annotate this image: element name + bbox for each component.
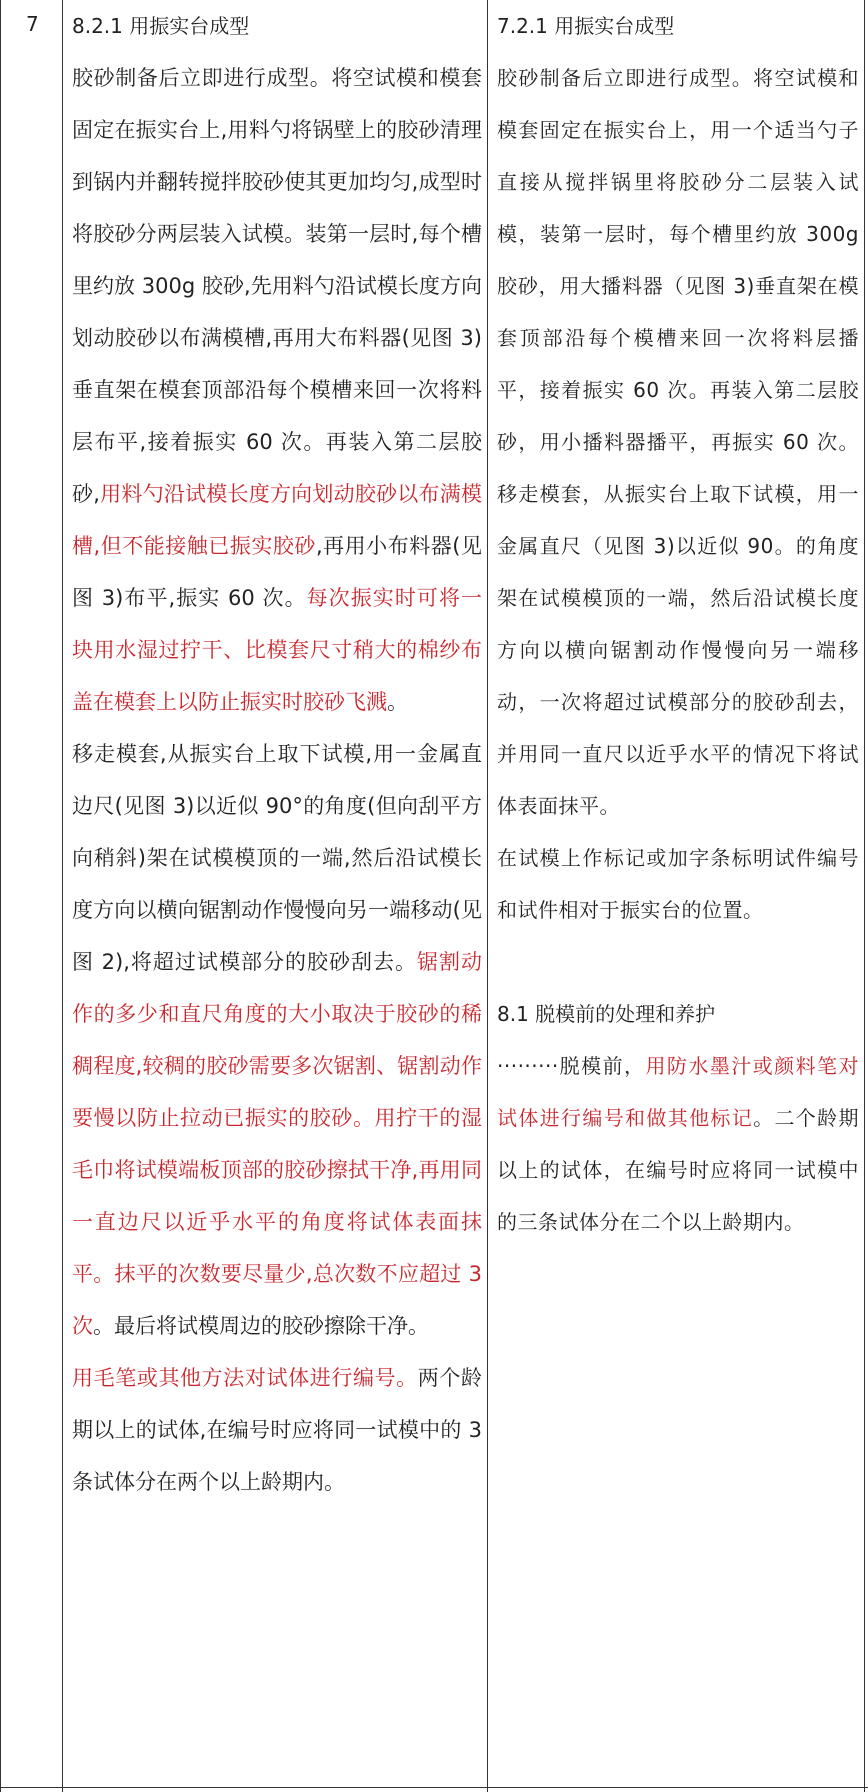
new-paragraph-forming bbox=[72, 52, 482, 728]
row-number: 7 bbox=[26, 12, 39, 36]
body-text: 。 bbox=[387, 690, 408, 714]
highlighted-text: 用防水墨汁或颜料笔对试体进行编号和做其他标记 bbox=[497, 1054, 860, 1130]
highlighted-text: 锯割动作的多少和直尺角度的大小取决于胶砂的稀稠程度,较稠的胶砂需要多次锯割、锯割动作要慢以防止拉动已振实的胶砂。用拧干的湿毛巾将试模端板顶部的胶砂擦拭干净,再用同一直边尺以近乎水平的角度将试体表面抹平。抹平的次数要尽量少,总次数不应超过 3 次 bbox=[72, 950, 483, 1338]
blank-line bbox=[497, 936, 859, 988]
highlighted-text: 用毛笔或其他方法对试体进行编号。 bbox=[72, 1366, 418, 1390]
table-border-bottom bbox=[0, 1787, 868, 1788]
new-paragraph-scraping bbox=[72, 728, 482, 1352]
old-paragraph-demould bbox=[497, 1040, 859, 1248]
old-paragraph-forming: 胶砂制备后立即进行成型。将空试模和模套固定在振实台上，用一个适当勺子直接从搅拌锅里将胶砂分二层装入试模，装第一层时，每个槽里约放 300g 胶砂，用大播料器（见图 3)垂直架在模套顶部沿每个模槽来回一次将料层播平，接着振实 60 次。再装入第二层胶砂，用小播料器播平，再振实 60 次。移走模套，从振实台上取下试模，用一金属直尺（见图 3)以近似 90。的角度架在试模模顶的一端，然后沿试模长度方向以横向锯割动作慢慢向另一端移动，一次将超过试模部分的胶砂刮去，并用同一直尺以近乎水平的情况下将试体表面抹平。 bbox=[497, 66, 859, 818]
body-text: ,再用小布料器(见图 3)布平,振实 60 次。 bbox=[72, 534, 482, 610]
body-text: 移走模套,从振实台上取下试模,用一金属直边尺(见图 3)以近似 90°的角度(但向刮平方向稍斜)架在试模模顶的一端,然后沿试模长度方向以横向锯割动作慢慢向另一端移动(见图 2),将超过试模部分的胶砂刮去。 bbox=[72, 742, 482, 974]
highlighted-text: 每次振实时可将一块用水湿过拧干、比模套尺寸稍大的棉纱布盖在模套上以防止振实时胶砂飞溅 bbox=[72, 586, 482, 714]
body-text: ·········脱模前， bbox=[497, 1054, 646, 1078]
highlighted-text: 用料勺沿试模长度方向划动胶砂以布满模槽,但不能接触已振实胶砂 bbox=[72, 482, 482, 558]
old-section-heading-2: 8.1 脱模前的处理和养护 bbox=[497, 1002, 716, 1026]
body-text: 。二个龄期以上的试体，在编号时应将同一试模中的三条试体分在二个以上龄期内。 bbox=[497, 1106, 859, 1234]
column-divider-1 bbox=[62, 0, 63, 1792]
body-text: 两个龄期以上的试体,在编号时应将同一试模中的 3 条试体分在两个以上龄期内。 bbox=[72, 1366, 483, 1494]
body-text: 胶砂制备后立即进行成型。将空试模和模套固定在振实台上,用料勺将锅壁上的胶砂清理到锅内并翻转搅拌胶砂使其更加均匀,成型时将胶砂分两层装入试模。装第一层时,每个槽里约放 300g 胶砂,先用料勺沿试模长度方向划动胶砂以布满模槽,再用大布料器(见图 3)垂直架在模套顶部沿每个模槽来回一次将料层布平,接着振实 60 次。再装入第二层胶砂, bbox=[72, 66, 482, 506]
column-divider-2 bbox=[487, 0, 488, 1792]
old-section-heading: 7.2.1 用振实台成型 bbox=[497, 14, 675, 38]
body-text: 。最后将试模周边的胶砂擦除干净。 bbox=[93, 1314, 429, 1338]
table-border-right bbox=[864, 0, 865, 1792]
new-standard-cell bbox=[72, 0, 482, 1508]
table-border-left bbox=[0, 0, 1, 1792]
old-paragraph-marking: 在试模上作标记或加字条标明试件编号和试件相对于振实台的位置。 bbox=[497, 846, 859, 922]
new-paragraph-numbering bbox=[72, 1352, 482, 1508]
new-section-heading: 8.2.1 用振实台成型 bbox=[72, 14, 250, 38]
old-standard-cell bbox=[497, 0, 859, 1248]
